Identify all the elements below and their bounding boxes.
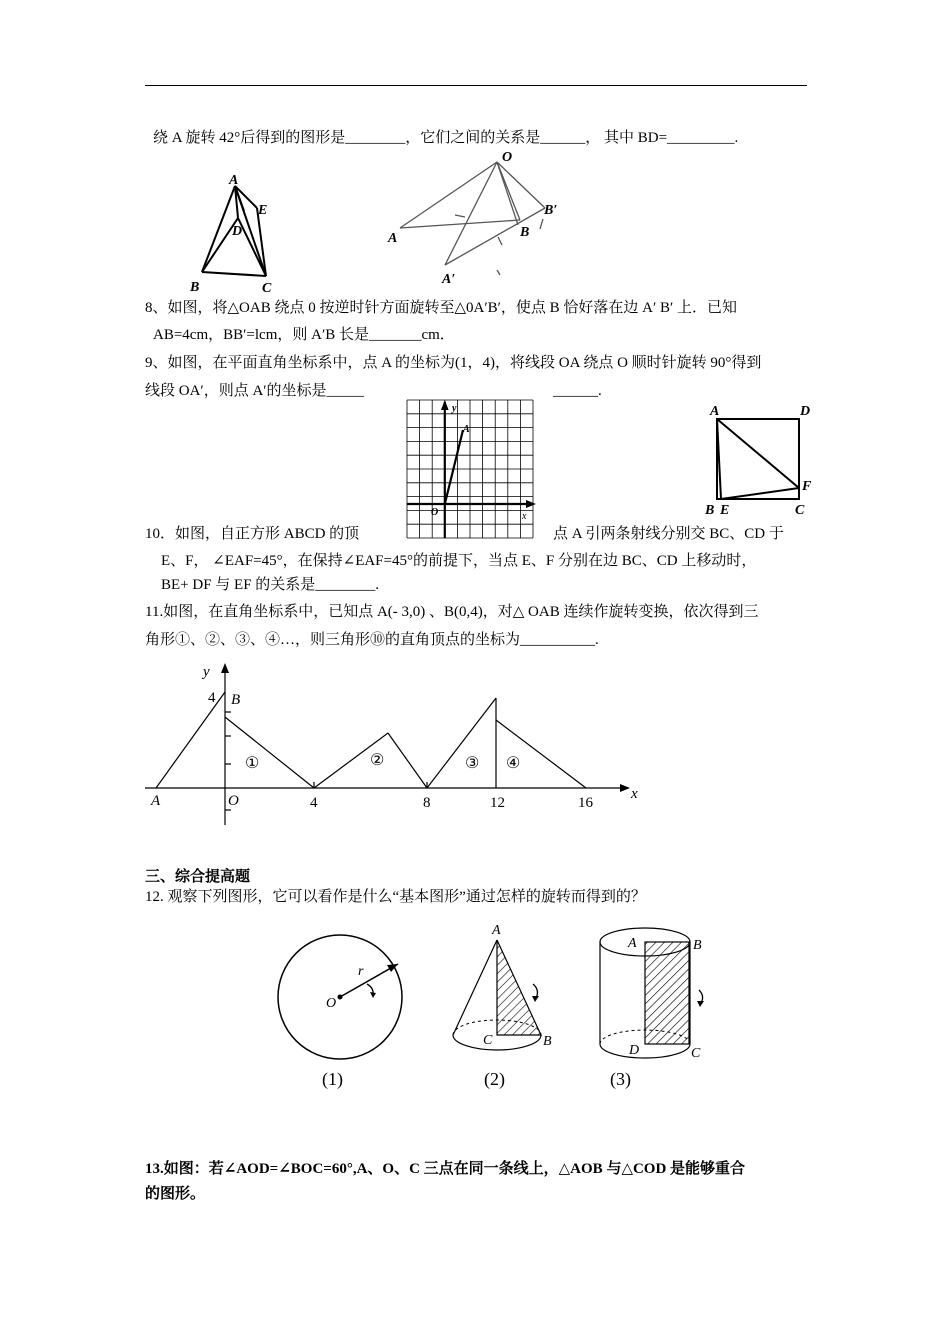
label-a: A — [388, 231, 398, 246]
tick-12: 12 — [490, 795, 505, 811]
label-a: A — [628, 936, 637, 951]
label-o: O — [431, 507, 439, 518]
label-a: A — [710, 404, 720, 419]
axis-labels — [150, 664, 638, 811]
label-b: B — [231, 692, 241, 708]
label-a: A — [463, 424, 470, 435]
q10-line3: BE+ DF 与 EF 的关系是________. — [161, 577, 380, 593]
label-b: B — [705, 503, 715, 518]
fig-square-abcd — [700, 398, 825, 520]
q11-line2: 角形①、②、③、④…，则三角形⑩的直角顶点的坐标为__________. — [145, 632, 599, 648]
fig-coordinate-grid — [405, 398, 537, 543]
circle-1: ① — [245, 755, 260, 772]
q8-line2: AB=4cm，BB′=lcm，则 A′B 长是_______cm． — [153, 327, 455, 343]
label-b: B — [693, 938, 702, 953]
label-o: O — [326, 996, 337, 1011]
label-d: D — [232, 224, 243, 239]
tick-16: 16 — [578, 795, 593, 811]
q10-line2: E、F， ∠EAF=45°，在保持∠EAF=45°的前提下，当点 E、F 分别在边 BC、CD 上移动时， — [161, 553, 757, 569]
fig-triangle-abc — [180, 168, 290, 293]
label-a: A — [492, 923, 501, 938]
header-rule — [145, 85, 807, 86]
circle-2: ② — [370, 752, 385, 769]
label-d: D — [800, 404, 811, 419]
section-3-title: 三、综合提高题 — [145, 869, 251, 885]
grid-lines — [407, 400, 533, 538]
q13-line1: 13.如图：若∠AOD=∠BOC=60°,A、O、C 三点在同一条线上，△AOB 与△COD 是能够重合 — [145, 1161, 746, 1177]
q8-line1: 8、如图，将△OAB 绕点 0 按逆时针方面旋转至△0A′B′，使点 B 恰好落在边 A′ B′ 上．已知 — [145, 300, 738, 316]
label-a: A — [151, 793, 161, 809]
x-arrow — [620, 784, 630, 792]
label-x: x — [522, 511, 527, 522]
tick-8: 8 — [423, 795, 431, 811]
label-d: D — [629, 1043, 640, 1058]
q9-line1: 9、如图，在平面直角坐标系中，点 A 的坐标为(1，4)，将线段 OA 绕点 O 顺时针旋转 90°得到 — [145, 355, 762, 371]
fig-rotation-oab — [380, 145, 580, 285]
y-arrow — [221, 663, 229, 673]
label-x: x — [631, 786, 638, 802]
fig-axis-triangles — [140, 660, 650, 832]
caption-3: (3) — [610, 1069, 631, 1089]
label-c: C — [691, 1046, 701, 1061]
label-r: r — [358, 964, 364, 979]
q7-tail-text: 绕 A 旋转 42°后得到的图形是________，它们之间的关系是______， 其中 BD=_________. — [153, 130, 739, 146]
label-e: E — [258, 203, 268, 218]
label-b: B — [190, 280, 200, 293]
label-o: O — [502, 150, 513, 165]
label-b-prime: B′ — [544, 203, 558, 218]
label-c: C — [795, 503, 805, 518]
label-a: A — [229, 173, 239, 188]
tick-4-y: 4 — [208, 690, 216, 706]
caption-2: (2) — [484, 1069, 505, 1089]
label-b: B — [520, 225, 530, 240]
label-e: E — [720, 503, 730, 518]
label-c: C — [262, 281, 272, 293]
circle-3: ③ — [465, 755, 480, 772]
label-y: y — [203, 664, 210, 680]
fig-solids — [270, 912, 730, 1097]
rotation-lines — [400, 162, 545, 275]
circle-figure — [278, 935, 402, 1090]
q9-line2a: 线段 OA′，则点 A′的坐标是_____ — [145, 383, 365, 399]
q10-line1b: 点 A 引两条射线分别交 BC、CD 于 — [553, 526, 784, 542]
q13-line2: 的图形。 — [145, 1186, 206, 1202]
y-arrow — [441, 400, 449, 410]
label-o: O — [228, 793, 239, 809]
tick-4: 4 — [310, 795, 318, 811]
label-a-prime: A′ — [442, 272, 456, 285]
label-y: y — [452, 403, 457, 414]
q11-line1: 11.如图，在直角坐标系中，已知点 A(- 3,0) 、B(0,4)，对△ OAB 连续作旋转变换，依次得到三 — [145, 604, 759, 620]
x-arrow — [526, 500, 536, 508]
q10-line1a: 10．如图，自正方形 ABCD 的顶 — [145, 526, 360, 542]
q9-line2b: ______. — [553, 383, 602, 399]
axis-lines — [145, 668, 628, 825]
label-c: C — [483, 1033, 493, 1048]
label-b: B — [543, 1034, 552, 1049]
cylinder-figure — [600, 928, 704, 1090]
circle-4: ④ — [506, 755, 521, 772]
caption-1: (1) — [322, 1069, 343, 1089]
q12-text: 12. 观察下列图形，它可以看作是什么“基本图形”通过怎样的旋转而得到的？ — [145, 889, 646, 905]
label-f: F — [802, 479, 812, 494]
square-lines — [717, 419, 799, 499]
cone-figure — [453, 923, 552, 1090]
